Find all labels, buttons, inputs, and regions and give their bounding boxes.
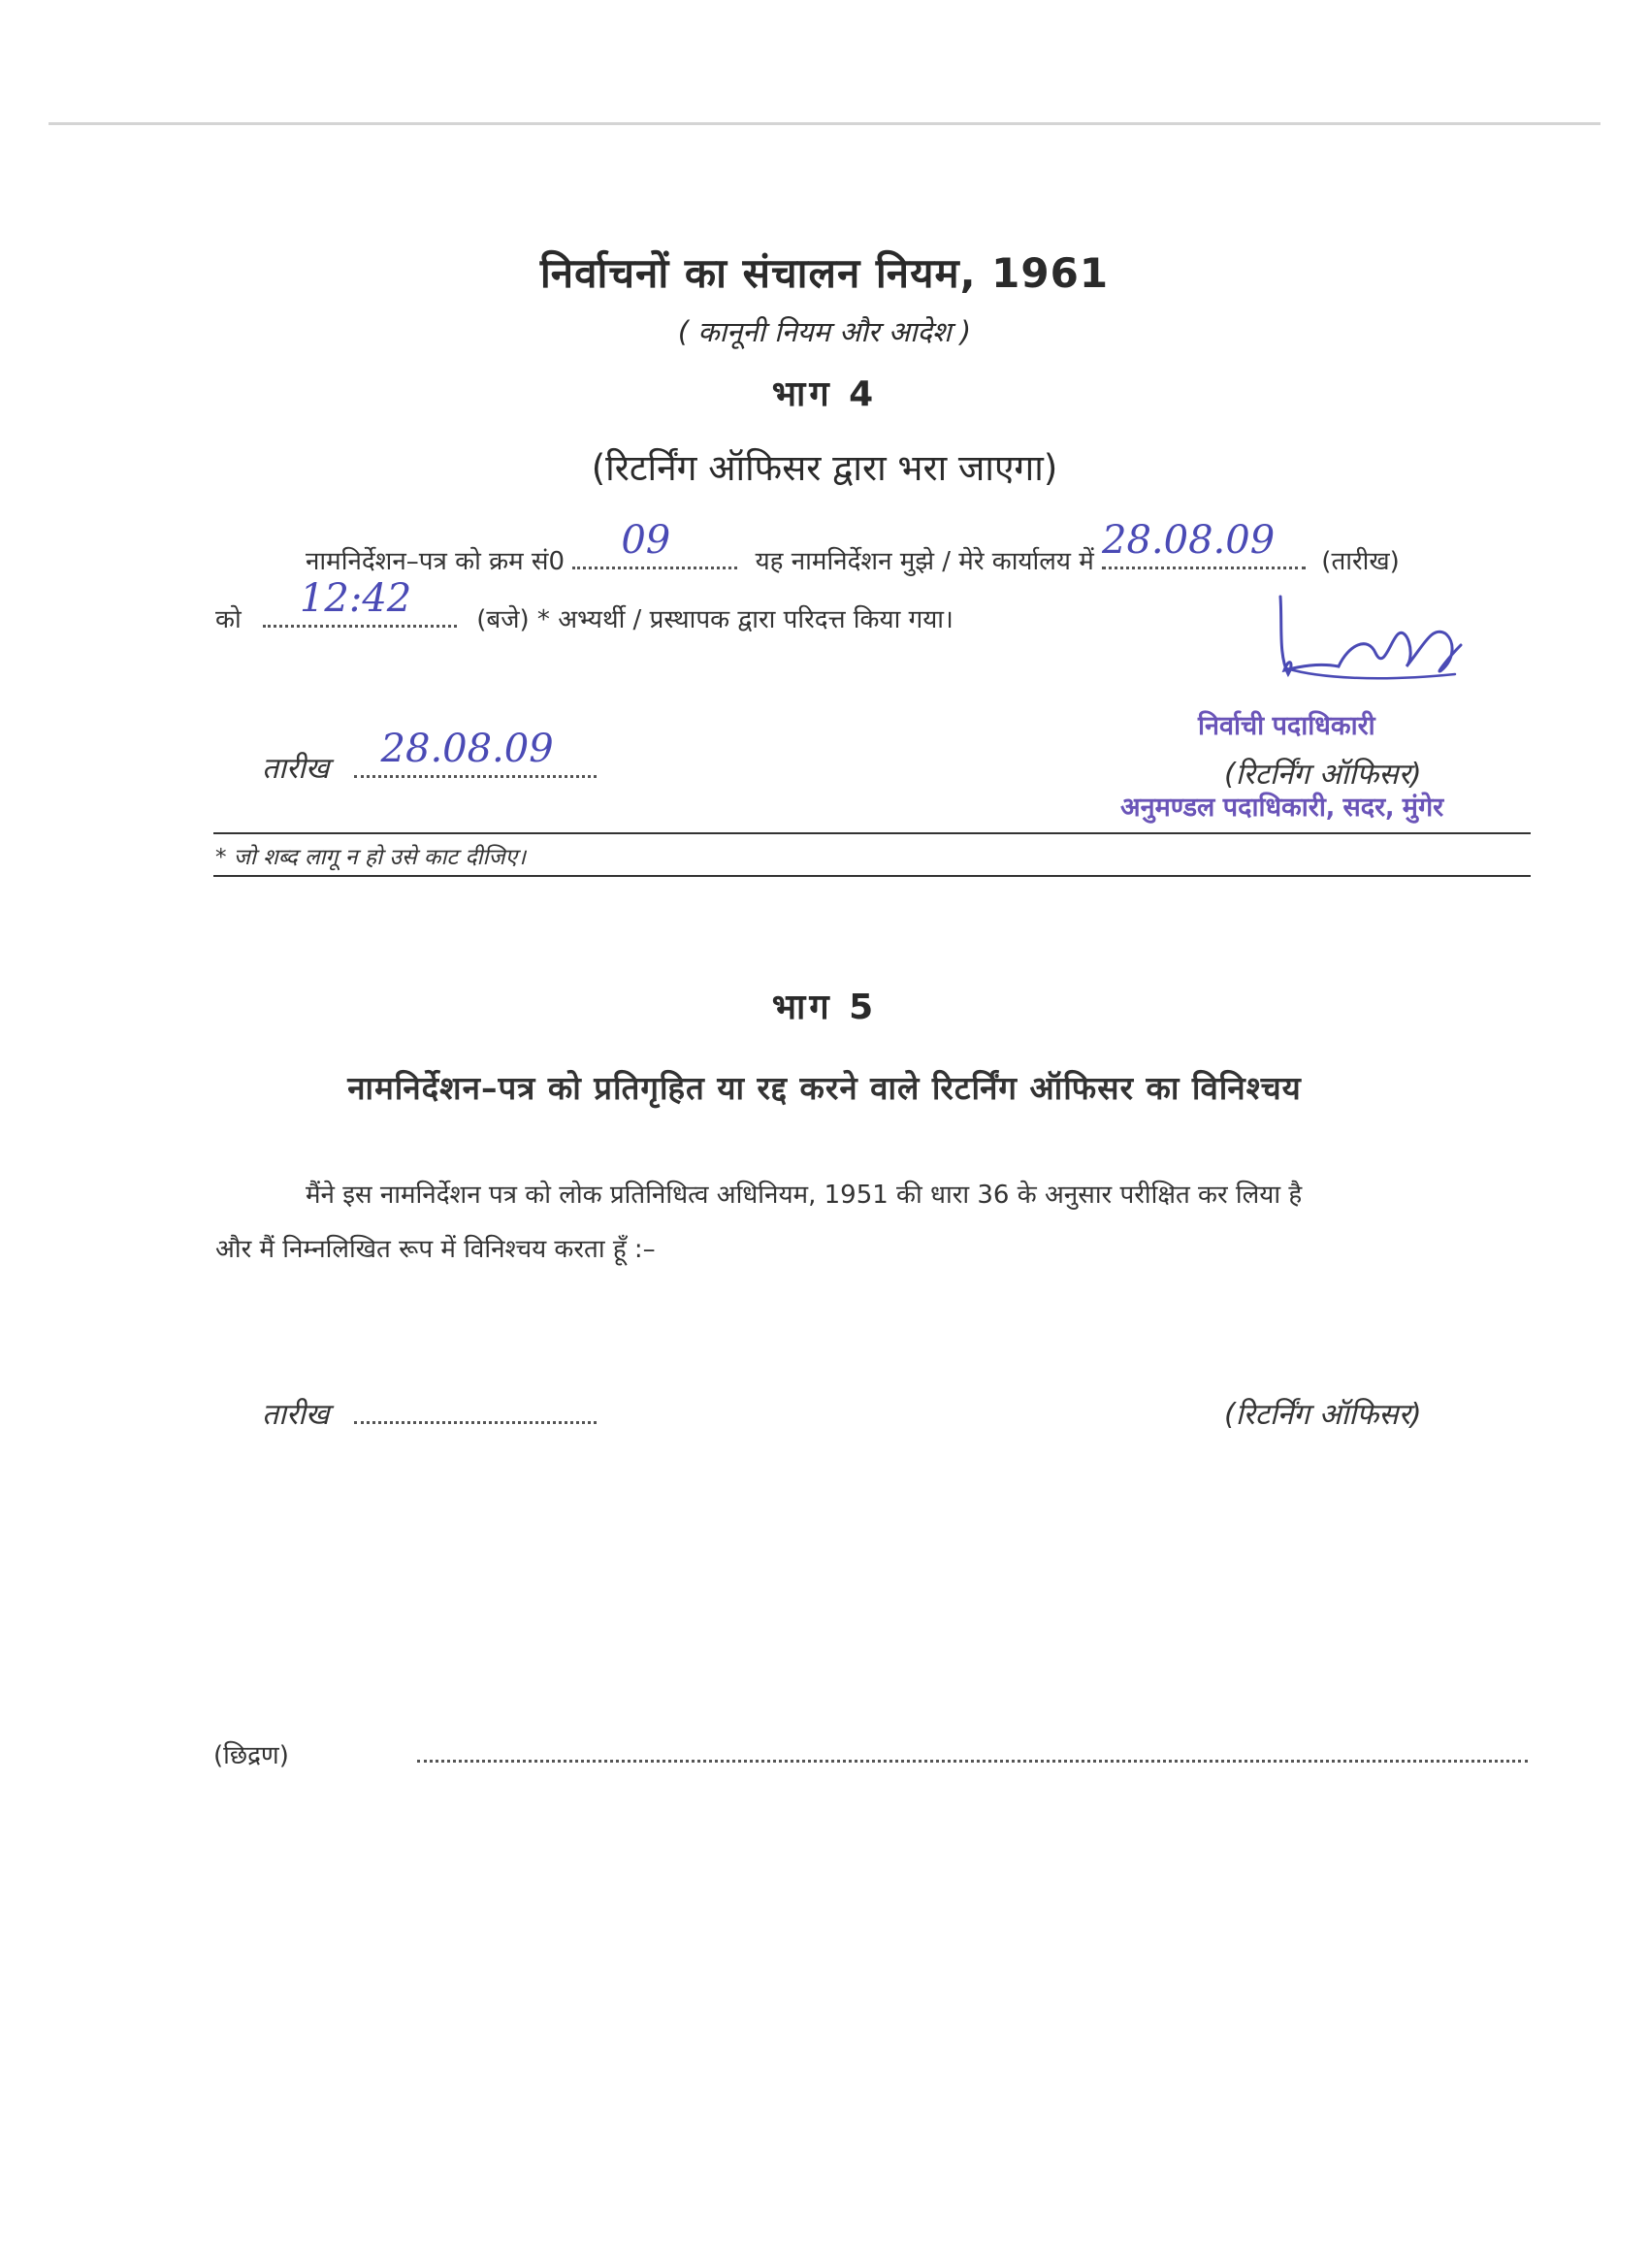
part4-heading: भाग 4	[771, 374, 878, 414]
stamp-officer-title: निर्वाची पदाधिकारी	[1198, 711, 1375, 741]
document-title: निर्वाचनों का संचालन नियम, 1961	[539, 249, 1110, 297]
perforation-label: (छिद्रण)	[213, 1741, 289, 1770]
part4-date-field	[354, 727, 597, 778]
time-suffix-text: (बजे) * अभ्यर्थी / प्रस्थापक द्वारा परिदत्त किया गया।	[476, 605, 954, 634]
document-subtitle: ( कानूनी नियम और आदेश )	[677, 315, 972, 348]
part4-date-label: तारीख	[262, 752, 330, 786]
part5-heading: भाग 5	[771, 988, 878, 1027]
date-unit-label: (तारीख)	[1321, 547, 1400, 576]
part4-subheading: (रिटर्निंग ऑफिसर द्वारा भरा जाएगा)	[591, 447, 1058, 489]
time-prefix: को	[215, 605, 242, 634]
serial-label: नामनिर्देशन–पत्र को क्रम सं0	[306, 547, 566, 576]
part5-date-field	[354, 1394, 597, 1424]
serial-number-handwritten: 09	[621, 518, 671, 563]
received-date-handwritten: 28.08.09	[1102, 518, 1276, 563]
officer-signature	[1261, 577, 1474, 703]
stamp-subdivision: अनुमण्डल पदाधिकारी, सदर, मुंगेर	[1120, 793, 1444, 823]
part5-date-row	[262, 1393, 597, 1433]
footnote: * जो शब्द लागू न हो उसे काट दीजिए।	[215, 845, 526, 870]
part4-date-handwritten: 28.08.09	[380, 727, 554, 771]
part4-line2	[215, 576, 954, 635]
scan-edge-line	[48, 122, 1600, 125]
part5-paragraph-line2: और मैं निम्नलिखित रूप में विनिश्चय करता हूँ :–	[215, 1235, 656, 1264]
footnote-bottom-rule	[213, 875, 1531, 877]
part4-officer-label: (रिटर्निंग ऑफिसर)	[1224, 758, 1422, 792]
part5-paragraph-line1: मैंने इस नामनिर्देशन पत्र को लोक प्रतिनिधित्व अधिनियम, 1951 की धारा 36 के अनुसार परीक्षित कर लिया है	[306, 1181, 1303, 1210]
received-label: यह नामनिर्देशन मुझे / मेरे कार्यालय में	[755, 547, 1094, 576]
time-field	[263, 576, 457, 628]
part5-date-label: तारीख	[262, 1398, 330, 1432]
serial-field	[572, 518, 737, 569]
part5-officer-label: (रिटर्निंग ऑफिसर)	[1224, 1398, 1422, 1432]
time-handwritten: 12:42	[299, 576, 412, 621]
part5-subheading: नामनिर्देशन–पत्र को प्रतिगृहित या रद्द करने वाले रिटर्निंग ऑफिसर का विनिश्चय	[347, 1069, 1302, 1107]
received-date-field	[1102, 518, 1306, 569]
perforation-line	[417, 1760, 1528, 1763]
part4-date-row	[262, 727, 597, 787]
footnote-top-rule	[213, 832, 1531, 834]
part4-line1	[306, 518, 1400, 577]
